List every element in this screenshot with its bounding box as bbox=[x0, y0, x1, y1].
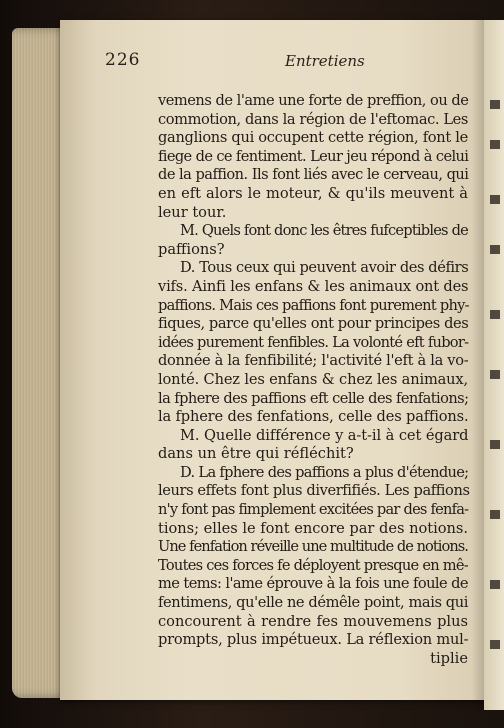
text-line: vemens de l'ame une forte de preffion, ou de bbox=[158, 92, 469, 109]
facing-page-ink bbox=[490, 510, 500, 519]
text-line: fiques, parce qu'elles ont pour principes des bbox=[158, 315, 469, 333]
page-number: 226 bbox=[105, 50, 141, 70]
running-title: Entretiens bbox=[285, 52, 365, 70]
text-line: tions; elles le font encore par des notions. bbox=[158, 519, 468, 537]
facing-page-strip bbox=[484, 20, 504, 710]
text-line: paffions? bbox=[158, 240, 225, 258]
text-line: en eft alors le moteur, & qu'ils meuvent à bbox=[158, 184, 468, 202]
text-line: lonté. Chez les enfans & chez les animaux, bbox=[158, 370, 468, 388]
page-header bbox=[105, 50, 465, 80]
facing-page-ink bbox=[490, 100, 500, 109]
text-line: Une fenfation réveille une multitude de notions. bbox=[158, 538, 468, 556]
text-line: la fphere des fenfations, celle des paffions. bbox=[158, 408, 469, 426]
text-line: D. La fphere des paffions a plus d'étendue; bbox=[180, 463, 469, 481]
text-line: M. Quels font donc les êtres fufceptibles de bbox=[180, 222, 468, 240]
text-line: vifs. Ainfi les enfans & les animaux ont des bbox=[158, 277, 469, 295]
text-line: fiege de ce fentiment. Leur jeu répond à celui bbox=[158, 147, 469, 165]
facing-page-ink bbox=[490, 245, 500, 254]
facing-page-ink bbox=[490, 580, 500, 589]
text-line: prompts, plus impétueux. La réflexion mul- bbox=[158, 631, 469, 649]
catchword: tiplie bbox=[430, 649, 468, 667]
text-line: n'y font pas fimplement excitées par des fenfa- bbox=[158, 501, 469, 519]
text-line: M. Quelle différence y a-t-il à cet égard bbox=[180, 426, 469, 444]
text-line: Toutes ces forces fe déployent presque en mê- bbox=[158, 556, 468, 574]
body-text bbox=[158, 92, 468, 668]
text-line: idées purement fenfibles. La volonté eft fubor- bbox=[158, 333, 469, 351]
text-line: commotion, dans la région de l'eftomac. Les bbox=[158, 110, 468, 128]
facing-page-ink bbox=[490, 195, 500, 204]
text-line: ganglions qui occupent cette région, font le bbox=[158, 129, 468, 147]
text-line: concourent à rendre fes mouvemens plus bbox=[158, 612, 468, 630]
text-line: leur tour. bbox=[158, 203, 227, 221]
text-line: de la paffion. Ils font liés avec le cerveau, qui bbox=[158, 166, 469, 184]
text-line: donnée à la fenfibilité; l'activité l'eft à la vo- bbox=[158, 352, 469, 370]
facing-page-ink bbox=[490, 370, 500, 379]
text-line: me tems: l'ame éprouve à la fois une foule de bbox=[158, 575, 468, 593]
text-line: paffions. Mais ces paffions font purement phy- bbox=[158, 296, 469, 314]
facing-page-ink bbox=[490, 140, 500, 149]
text-line: dans un être qui réfléchit? bbox=[158, 445, 354, 463]
text-line: la fphere des paffions eft celle des fenfations; bbox=[158, 389, 469, 407]
text-line: D. Tous ceux qui peuvent avoir des défirs bbox=[180, 259, 469, 277]
facing-page-ink bbox=[490, 640, 500, 649]
facing-page-ink bbox=[490, 310, 500, 319]
facing-page-ink bbox=[490, 440, 500, 449]
text-line: fentimens, qu'elle ne démêle point, mais qui bbox=[158, 594, 468, 612]
text-line: leurs effets font plus diverfifiés. Les paffions bbox=[158, 482, 470, 500]
